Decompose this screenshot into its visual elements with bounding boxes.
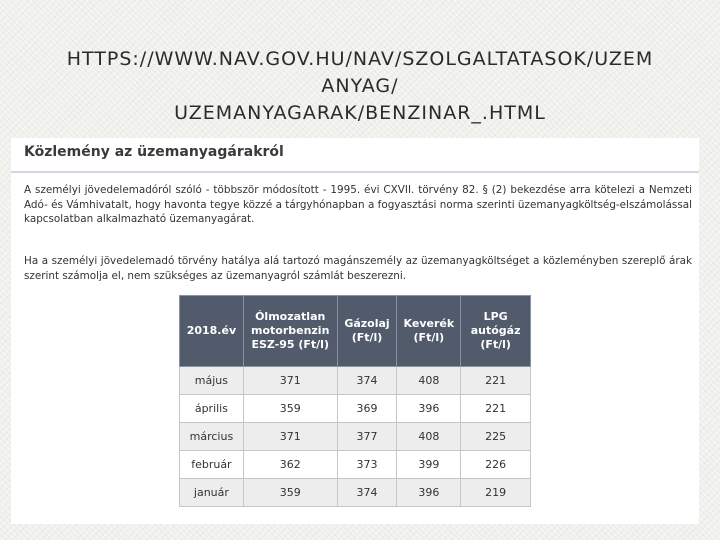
table-header-row <box>180 296 531 367</box>
keverek-price: 399 <box>397 451 461 479</box>
gazolaj-price: 374 <box>337 367 397 395</box>
header-year: 2018.év <box>180 296 244 367</box>
month-cell: április <box>180 395 244 423</box>
month-cell: január <box>180 479 244 507</box>
benzin-price: 359 <box>243 395 337 423</box>
benzin-price: 371 <box>243 423 337 451</box>
benzin-price: 371 <box>243 367 337 395</box>
keverek-price: 396 <box>397 395 461 423</box>
table-row <box>180 395 531 423</box>
benzin-price: 359 <box>243 479 337 507</box>
lpg-price: 226 <box>461 451 531 479</box>
notice-paragraph-2: Ha a személyi jövedelemadó törvény hatálya alá tartozó magánszemély az üzemanyagköltséget a közleményben szereplő árak szerint számolja el, nem szükséges az üzemanyagról számlát beszerezni. <box>24 255 692 282</box>
header-lpg: LPG autógáz (Ft/l) <box>461 296 531 367</box>
url-title-line-2: ANYAG/ <box>321 75 399 97</box>
table-row <box>180 423 531 451</box>
table-row <box>180 367 531 395</box>
notice-heading: Közlemény az üzemanyagárakról <box>24 144 284 160</box>
keverek-price: 408 <box>397 367 461 395</box>
lpg-price: 221 <box>461 395 531 423</box>
header-keverek: Keverék (Ft/l) <box>397 296 461 367</box>
fuel-price-table <box>179 295 531 507</box>
webpage-screenshot <box>11 138 699 524</box>
lpg-price: 221 <box>461 367 531 395</box>
benzin-price: 362 <box>243 451 337 479</box>
heading-divider <box>11 171 699 173</box>
month-cell: május <box>180 367 244 395</box>
keverek-price: 408 <box>397 423 461 451</box>
header-gazolaj: Gázolaj (Ft/l) <box>337 296 397 367</box>
lpg-price: 219 <box>461 479 531 507</box>
gazolaj-price: 377 <box>337 423 397 451</box>
table-row <box>180 451 531 479</box>
month-cell: február <box>180 451 244 479</box>
table-row <box>180 479 531 507</box>
url-title <box>20 46 700 127</box>
gazolaj-price: 373 <box>337 451 397 479</box>
header-benzin: Ólmozatlan motorbenzin ESZ-95 (Ft/l) <box>243 296 337 367</box>
url-title-line-1: HTTPS://WWW.NAV.GOV.HU/NAV/SZOLGALTATASOK/UZEM <box>66 48 654 70</box>
gazolaj-price: 374 <box>337 479 397 507</box>
url-title-line-3: UZEMANYAGARAK/BENZINAR_.HTML <box>174 102 546 124</box>
keverek-price: 396 <box>397 479 461 507</box>
notice-paragraph-1: A személyi jövedelemadóról szóló - többször módosított - 1995. évi CXVII. törvény 82. § (2) bekezdése arra kötelezi a Nemzeti Adó- és Vámhivatalt, hogy havonta tegye közzé a tárgyhónapban a fogyasztási norma szerinti üzemanyagköltség-elszámolással kapcsolatban alkalmazható üzemanyagárat. <box>24 184 692 225</box>
lpg-price: 225 <box>461 423 531 451</box>
gazolaj-price: 369 <box>337 395 397 423</box>
month-cell: március <box>180 423 244 451</box>
